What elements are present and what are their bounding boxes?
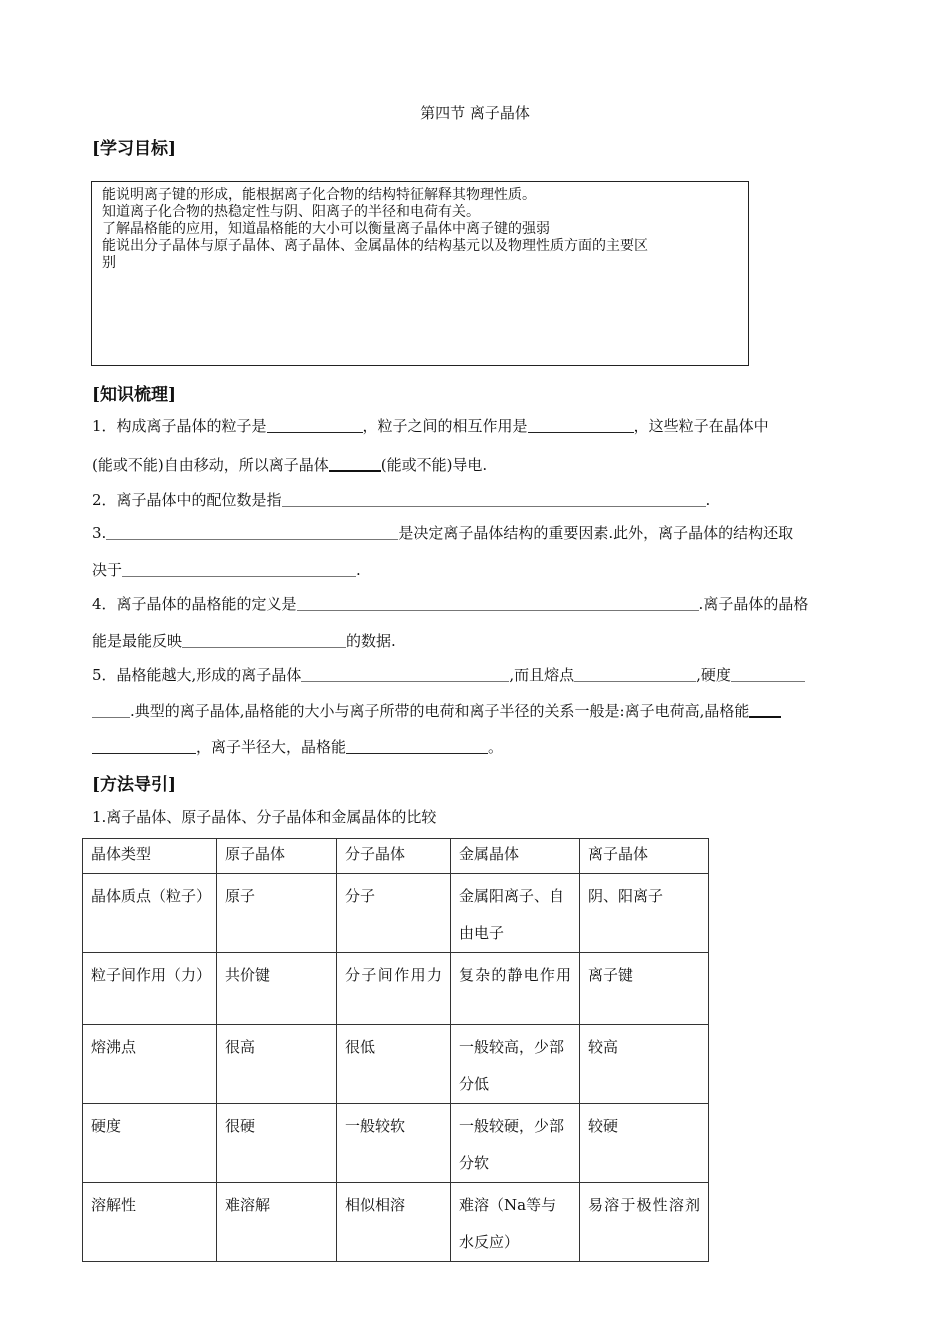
blank bbox=[528, 417, 634, 433]
table-cell: 离子键 bbox=[580, 953, 709, 1025]
table-cell: 一般较软 bbox=[337, 1104, 451, 1183]
goal-item: 能说明离子键的形成，能根据离子化合物的结构特征解释其物理性质。 bbox=[102, 187, 536, 203]
blank bbox=[122, 561, 356, 577]
table-cell: 难溶（Na等与水反应） bbox=[451, 1183, 580, 1262]
blank bbox=[282, 491, 706, 507]
table-cell: 相似相溶 bbox=[337, 1183, 451, 1262]
table-cell: 金属阳离子、自由电子 bbox=[451, 874, 580, 953]
question-5-line-2: .典型的离子晶体,晶格能的大小与离子所带的电荷和离子半径的关系一般是:离子电荷高,晶格能 bbox=[92, 700, 781, 721]
table-cell: 共价键 bbox=[217, 953, 337, 1025]
blank bbox=[301, 666, 509, 682]
question-4-line-1: 4．离子晶体的晶格能的定义是 .离子晶体的晶格 bbox=[92, 595, 809, 613]
blank bbox=[92, 738, 196, 754]
blank bbox=[749, 701, 781, 718]
question-3-line-2: 决于 . bbox=[92, 561, 361, 579]
table-row bbox=[83, 953, 709, 1025]
question-1-line-1: 1．构成离子晶体的粒子是 ，粒子之间的相互作用是 ，这些粒子在晶体中 bbox=[92, 417, 769, 435]
question-1-line-2: (能或不能)自由移动，所以离子晶体 (能或不能)导电. bbox=[92, 456, 488, 474]
table-cell: 分子间作用力 bbox=[337, 953, 451, 1025]
blank bbox=[329, 455, 381, 472]
table-row bbox=[83, 1104, 709, 1183]
table-cell: 熔沸点 bbox=[83, 1025, 217, 1104]
table-header-cell: 离子晶体 bbox=[580, 839, 709, 874]
table-header-cell: 原子晶体 bbox=[217, 839, 337, 874]
goal-item: 了解晶格能的应用，知道晶格能的大小可以衡量离子晶体中离子键的强弱 bbox=[102, 221, 550, 237]
blank bbox=[346, 738, 488, 754]
table-cell: 晶体质点（粒子） bbox=[83, 874, 217, 953]
blank bbox=[267, 417, 363, 433]
section-knowledge-heading: [知识梳理] bbox=[92, 385, 177, 405]
question-5-line-1: 5．晶格能越大,形成的离子晶体 ,而且熔点 ,硬度 bbox=[92, 664, 805, 685]
section-method-heading: [方法导引] bbox=[92, 775, 177, 795]
table-header-cell: 分子晶体 bbox=[337, 839, 451, 874]
table-cell: 原子 bbox=[217, 874, 337, 953]
table-cell: 很硬 bbox=[217, 1104, 337, 1183]
question-2: 2．离子晶体中的配位数是指 . bbox=[92, 491, 711, 509]
table-cell: 溶解性 bbox=[83, 1183, 217, 1262]
goal-item: 别 bbox=[102, 255, 116, 271]
table-caption: 1.离子晶体、原子晶体、分子晶体和金属晶体的比较 bbox=[92, 808, 437, 826]
table-cell: 较硬 bbox=[580, 1104, 709, 1183]
table-cell: 较高 bbox=[580, 1025, 709, 1104]
table-row bbox=[83, 1025, 709, 1104]
table-cell: 复杂的静电作用 bbox=[451, 953, 580, 1025]
table-row bbox=[83, 1183, 709, 1262]
table-cell: 一般较硬，少部分软 bbox=[451, 1104, 580, 1183]
blank bbox=[297, 595, 699, 611]
table-cell: 阴、阳离子 bbox=[580, 874, 709, 953]
goal-item: 知道离子化合物的热稳定性与阴、阳离子的半径和电荷有关。 bbox=[102, 204, 480, 220]
goals-box bbox=[91, 181, 749, 366]
table-cell: 粒子间作用（力） bbox=[83, 953, 217, 1025]
table-header-cell: 晶体类型 bbox=[83, 839, 217, 874]
blank bbox=[574, 666, 696, 682]
table-cell: 难溶解 bbox=[217, 1183, 337, 1262]
question-5-line-3: ，离子半径大，晶格能 。 bbox=[92, 736, 503, 757]
table-cell: 易溶于极性溶剂 bbox=[580, 1183, 709, 1262]
blank bbox=[182, 632, 346, 648]
goal-item: 能说出分子晶体与原子晶体、离子晶体、金属晶体的结构基元以及物理性质方面的主要区 bbox=[102, 238, 648, 254]
question-3-line-1: 3. 是决定离子晶体结构的重要因素.此外，离子晶体的结构还取 bbox=[92, 524, 794, 542]
blank bbox=[731, 666, 805, 682]
blank bbox=[106, 524, 398, 540]
table-cell: 很低 bbox=[337, 1025, 451, 1104]
table-cell: 硬度 bbox=[83, 1104, 217, 1183]
section-goals-heading: [学习目标] bbox=[92, 139, 177, 159]
table-header-cell: 金属晶体 bbox=[451, 839, 580, 874]
table-cell: 分子 bbox=[337, 874, 451, 953]
table-row bbox=[83, 874, 709, 953]
blank bbox=[92, 702, 130, 718]
table-cell: 很高 bbox=[217, 1025, 337, 1104]
comparison-table bbox=[82, 838, 709, 1262]
page-title: 第四节 离子晶体 bbox=[420, 104, 530, 122]
table-header-row bbox=[83, 839, 709, 874]
question-4-line-2: 能是最能反映 的数据. bbox=[92, 632, 396, 650]
table-cell: 一般较高，少部分低 bbox=[451, 1025, 580, 1104]
